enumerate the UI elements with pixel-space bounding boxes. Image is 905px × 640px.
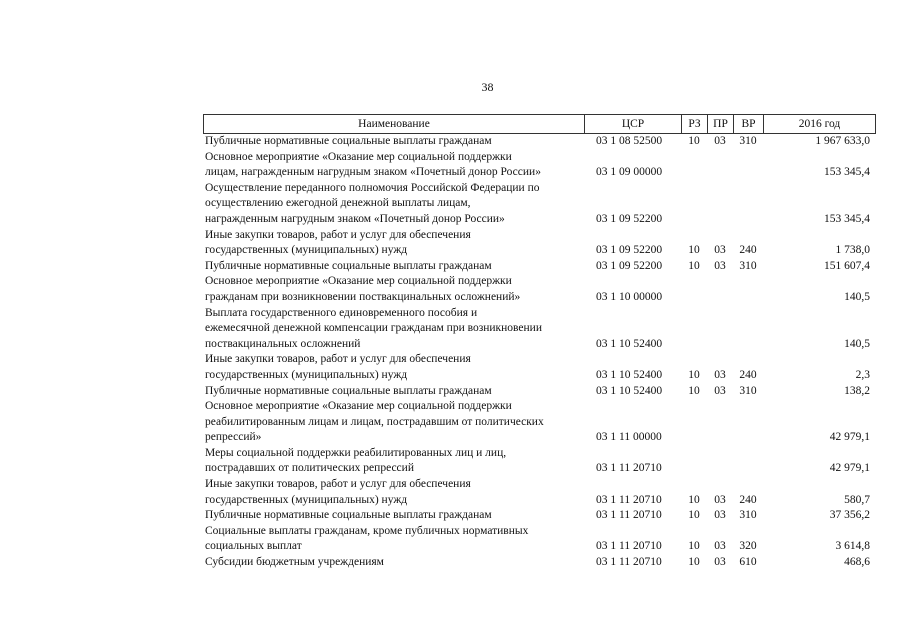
row-pr: 03 xyxy=(714,384,726,397)
row-name-line: Основное мероприятие «Оказание мер социальной поддержки xyxy=(205,275,512,288)
row-csr: 03 1 08 52500 xyxy=(596,135,663,147)
row-csr: 03 1 11 20710 xyxy=(596,462,662,475)
row-pr: 03 xyxy=(714,493,726,506)
row-name-line: репрессий» xyxy=(205,431,262,444)
row-name xyxy=(203,399,584,446)
row-rz: 10 xyxy=(688,556,700,569)
row-csr: 03 1 10 52400 xyxy=(596,384,663,397)
row-csr: 03 1 09 00000 xyxy=(596,166,663,179)
table-row xyxy=(203,259,876,275)
row-amount: 140,5 xyxy=(844,337,870,350)
row-amount: 1 738,0 xyxy=(835,244,870,257)
row-vr: 310 xyxy=(739,135,757,147)
row-rz: 10 xyxy=(688,493,700,506)
row-amount: 153 345,4 xyxy=(824,166,870,179)
row-vr: 240 xyxy=(739,244,757,257)
row-amount: 42 979,1 xyxy=(829,431,870,444)
table-row xyxy=(203,134,876,150)
row-name-line: Выплата государственного единовременного пособия и xyxy=(205,306,478,319)
row-amount: 1 967 633,0 xyxy=(815,135,870,147)
row-rz: 10 xyxy=(688,259,700,272)
row-pr: 03 xyxy=(714,540,726,553)
row-name xyxy=(203,352,584,383)
row-name xyxy=(203,181,584,228)
row-csr: 03 1 09 52200 xyxy=(596,212,663,225)
row-csr: 03 1 11 20710 xyxy=(596,556,662,569)
table-row xyxy=(203,228,876,259)
table-row xyxy=(203,508,876,524)
table-body xyxy=(203,134,876,571)
row-rz: 10 xyxy=(688,135,700,147)
table-row xyxy=(203,477,876,508)
page-number: 38 xyxy=(481,80,494,94)
row-name xyxy=(203,508,584,524)
row-vr: 310 xyxy=(739,509,757,522)
row-vr: 310 xyxy=(739,384,757,397)
row-csr: 03 1 11 20710 xyxy=(596,540,662,553)
row-csr: 03 1 11 20710 xyxy=(596,493,662,506)
row-pr: 03 xyxy=(714,368,726,381)
row-amount: 3 614,8 xyxy=(835,540,870,553)
row-amount: 140,5 xyxy=(844,290,870,303)
row-rz: 10 xyxy=(688,540,700,553)
row-name-line: социальных выплат xyxy=(205,540,302,553)
table-row xyxy=(203,352,876,383)
header-rz: РЗ xyxy=(681,115,707,133)
row-name-line: Иные закупки товаров, работ и услуг для обеспечения xyxy=(205,353,471,366)
row-name xyxy=(203,150,584,181)
row-name-line: пострадавших от политических репрессий xyxy=(205,462,414,475)
header-csr: ЦСР xyxy=(584,115,681,133)
row-name-line: поствакцинальных осложнений xyxy=(205,337,361,350)
row-name-line: Иные закупки товаров, работ и услуг для обеспечения xyxy=(205,478,471,491)
row-name-line: Публичные нормативные социальные выплаты гражданам xyxy=(205,259,492,272)
row-name-line: Осуществление переданного полномочия Российской Федерации по xyxy=(205,181,540,194)
row-name xyxy=(203,555,584,571)
table-row xyxy=(203,384,876,400)
row-name-line: реабилитированным лицам и лицам, пострадавшим от политических xyxy=(205,415,544,428)
row-amount: 2,3 xyxy=(855,368,870,381)
row-name-line: Публичные нормативные социальные выплаты гражданам xyxy=(205,384,492,397)
row-csr: 03 1 10 00000 xyxy=(596,290,663,303)
table-row xyxy=(203,274,876,305)
row-name xyxy=(203,384,584,400)
header-pr: ПР xyxy=(707,115,733,133)
row-vr: 610 xyxy=(739,556,757,569)
row-vr: 320 xyxy=(739,540,757,553)
row-name-line: Меры социальной поддержки реабилитированных лиц и лиц, xyxy=(205,446,507,459)
row-name-line: Основное мероприятие «Оказание мер социальной поддержки xyxy=(205,150,512,163)
row-rz: 10 xyxy=(688,509,700,522)
row-name xyxy=(203,306,584,353)
row-name-line: Социальные выплаты гражданам, кроме публичных нормативных xyxy=(205,524,529,537)
row-amount: 37 356,2 xyxy=(829,509,870,522)
row-amount: 153 345,4 xyxy=(824,212,870,225)
header-year: 2016 год xyxy=(763,115,876,133)
row-vr: 240 xyxy=(739,368,757,381)
row-name-line: Субсидии бюджетным учреждениям xyxy=(205,556,384,569)
row-name-line: государственных (муниципальных) нужд xyxy=(205,368,408,381)
row-name xyxy=(203,228,584,259)
row-pr: 03 xyxy=(714,135,726,147)
row-amount: 42 979,1 xyxy=(829,462,870,475)
row-amount: 151 607,4 xyxy=(824,259,870,272)
row-csr: 03 1 09 52200 xyxy=(596,259,663,272)
row-rz: 10 xyxy=(688,384,700,397)
row-amount: 138,2 xyxy=(844,384,870,397)
row-vr: 310 xyxy=(739,259,757,272)
budget-table xyxy=(203,114,876,571)
row-name-line: Публичные нормативные социальные выплаты гражданам xyxy=(205,509,492,522)
row-rz: 10 xyxy=(688,244,700,257)
row-csr: 03 1 09 52200 xyxy=(596,244,663,257)
table-row xyxy=(203,524,876,555)
table-row xyxy=(203,399,876,446)
row-name xyxy=(203,477,584,508)
table-row xyxy=(203,150,876,181)
table-row xyxy=(203,555,876,571)
row-csr: 03 1 10 52400 xyxy=(596,337,663,350)
row-rz: 10 xyxy=(688,368,700,381)
table-row xyxy=(203,446,876,477)
row-name-line: ежемесячной денежной компенсации гражданам при возникновении xyxy=(205,322,542,335)
row-name-line: Иные закупки товаров, работ и услуг для обеспечения xyxy=(205,228,471,241)
row-name-line: государственных (муниципальных) нужд xyxy=(205,244,408,257)
row-name xyxy=(203,446,584,477)
row-name-line: гражданам при возникновении поствакцинальных осложнений» xyxy=(205,290,521,303)
row-name xyxy=(203,274,584,305)
header-vr: ВР xyxy=(733,115,763,133)
row-name-line: Основное мероприятие «Оказание мер социальной поддержки xyxy=(205,400,512,413)
table-row xyxy=(203,181,876,228)
row-name-line: лицам, награжденным нагрудным знаком «Почетный донор России» xyxy=(205,166,541,179)
row-pr: 03 xyxy=(714,259,726,272)
row-name xyxy=(203,259,584,275)
row-pr: 03 xyxy=(714,244,726,257)
row-pr: 03 xyxy=(714,556,726,569)
row-name-line: осуществлению ежегодной денежной выплаты лицам, xyxy=(205,197,471,210)
row-csr: 03 1 11 00000 xyxy=(596,431,662,444)
header-name: Наименование xyxy=(203,115,584,133)
row-name-line: Публичные нормативные социальные выплаты гражданам xyxy=(205,135,492,147)
row-amount: 580,7 xyxy=(844,493,870,506)
row-pr: 03 xyxy=(714,509,726,522)
row-name-line: государственных (муниципальных) нужд xyxy=(205,493,408,506)
row-name-line: награжденным нагрудным знаком «Почетный донор России» xyxy=(205,212,505,225)
row-vr: 240 xyxy=(739,493,757,506)
row-csr: 03 1 10 52400 xyxy=(596,368,663,381)
table-row xyxy=(203,306,876,353)
row-amount: 468,6 xyxy=(844,556,870,569)
table-header xyxy=(203,114,876,134)
row-name xyxy=(203,524,584,555)
row-name xyxy=(203,134,584,150)
row-csr: 03 1 11 20710 xyxy=(596,509,662,522)
